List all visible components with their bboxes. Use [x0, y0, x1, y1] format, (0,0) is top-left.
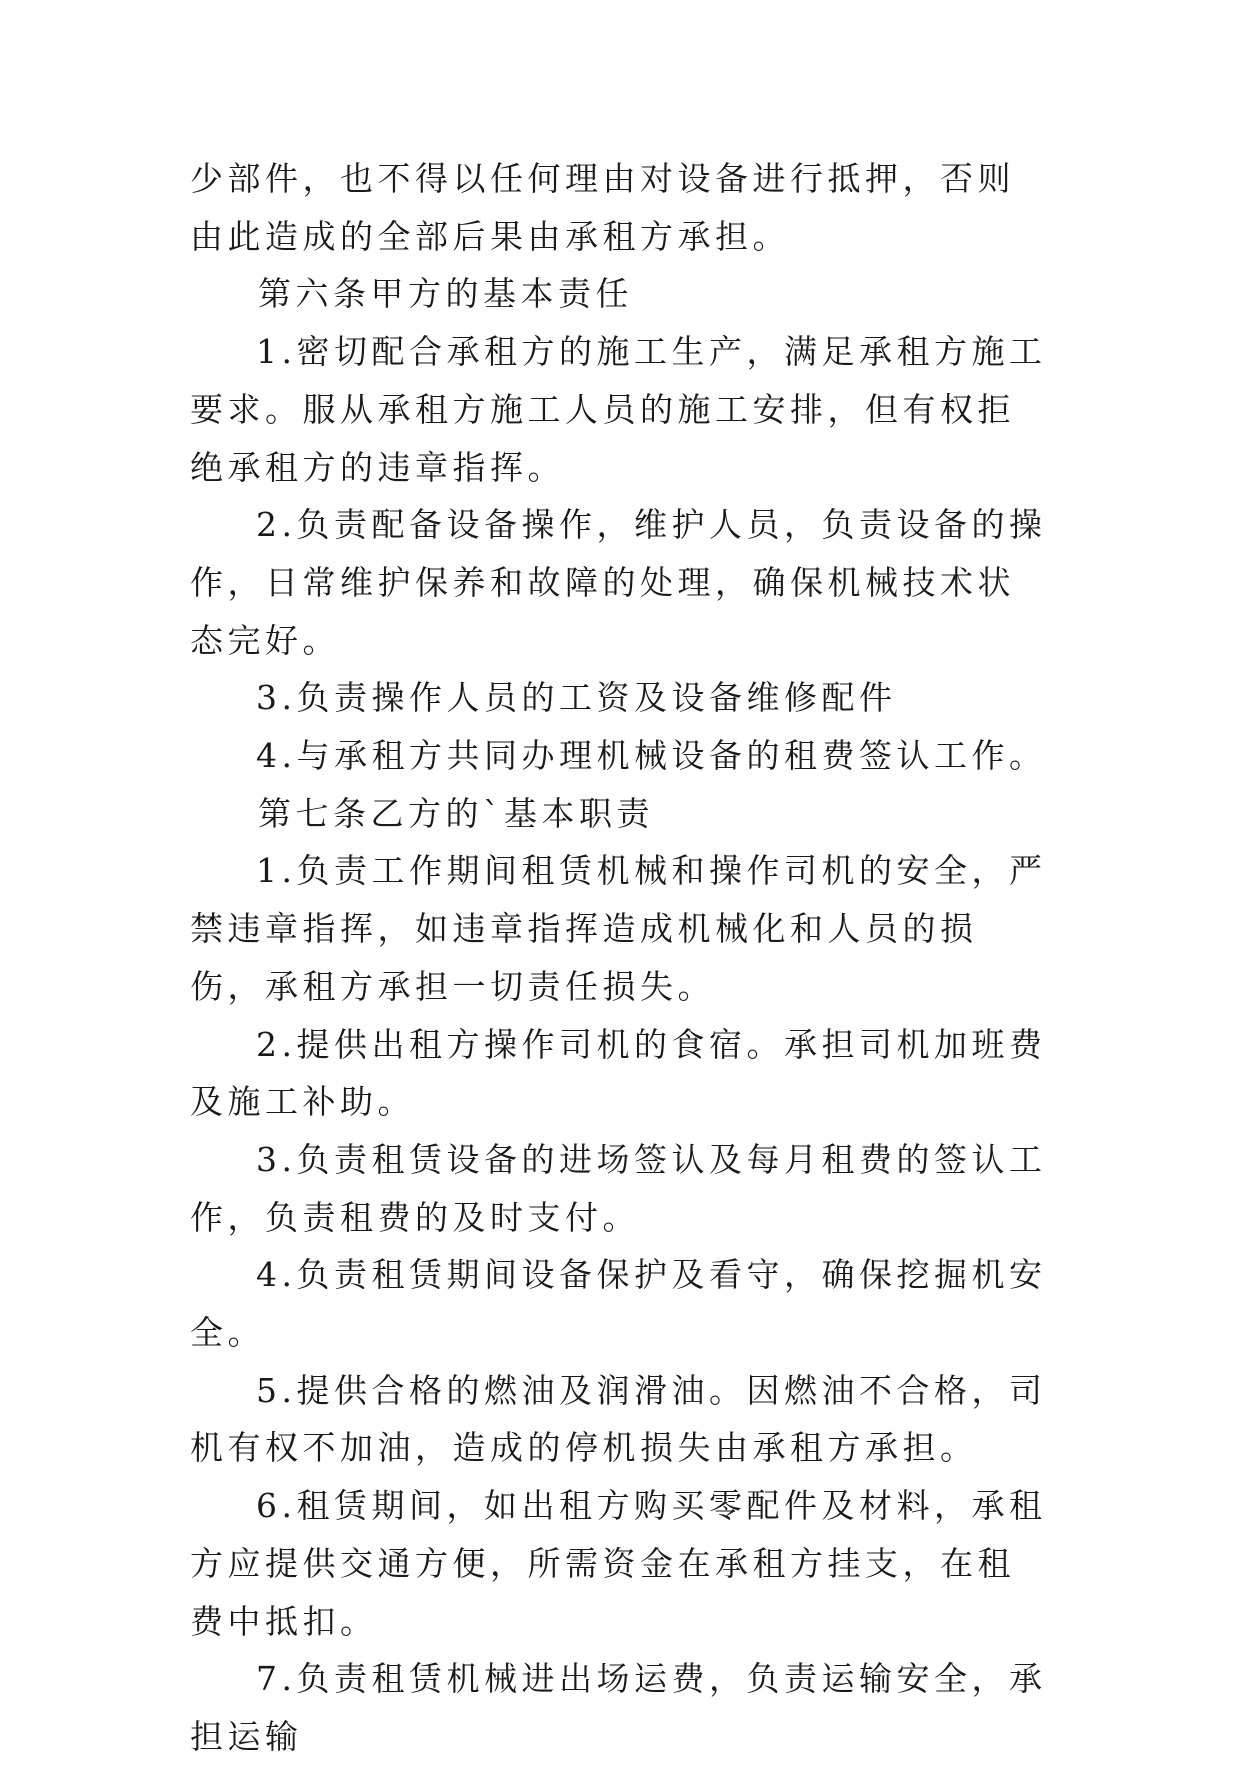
list-item: 2.提供出租方操作司机的食宿。承担司机加班费及施工补助。: [190, 1024, 1047, 1122]
list-item: 1.负责工作期间租赁机械和操作司机的安全，严禁违章指挥，如违章指挥造成机械化和人员的损伤，承租方承担一切责任损失。: [190, 851, 1047, 1006]
list-item: 4.与承租方共同办理机械设备的租费签认工作。: [256, 736, 1047, 776]
list-item: 3.负责操作人员的工资及设备维修配件: [256, 678, 897, 718]
paragraph-continuation: 少部件，也不得以任何理由对设备进行抵押，否则由此造成的全部后果由承租方承担。: [190, 159, 1015, 256]
list-item: 7.负责租赁机械进出场运费，负责运输安全，承担运输: [190, 1659, 1047, 1756]
list-item: 6.租赁期间，如出租方购买零配件及材料，承租方应提供交通方便，所需资金在承租方挂支，在租费中抵扣。: [190, 1486, 1047, 1641]
list-item: 5.提供合格的燃油及润滑油。因燃油不合格，司机有权不加油，造成的停机损失由承租方承担。: [190, 1370, 1047, 1468]
list-item: 4.负责租赁期间设备保护及看守，确保挖掘机安全。: [190, 1255, 1047, 1353]
section-heading-article-6: 第六条甲方的基本责任: [258, 274, 633, 314]
list-item: 1.密切配合承租方的施工生产，满足承租方施工要求。服从承租方施工人员的施工安排，但有权拒绝承租方的违章指挥。: [190, 332, 1047, 487]
list-item: 2.负责配备设备操作，维护人员，负责设备的操作，日常维护保养和故障的处理，确保机械技术状态完好。: [190, 505, 1047, 660]
document-body: [190, 150, 1050, 1766]
list-item: 3.负责租赁设备的进场签认及每月租费的签认工作，负责租费的及时支付。: [190, 1139, 1047, 1237]
section-heading-article-7: 第七条乙方的`基本职责: [258, 793, 654, 833]
